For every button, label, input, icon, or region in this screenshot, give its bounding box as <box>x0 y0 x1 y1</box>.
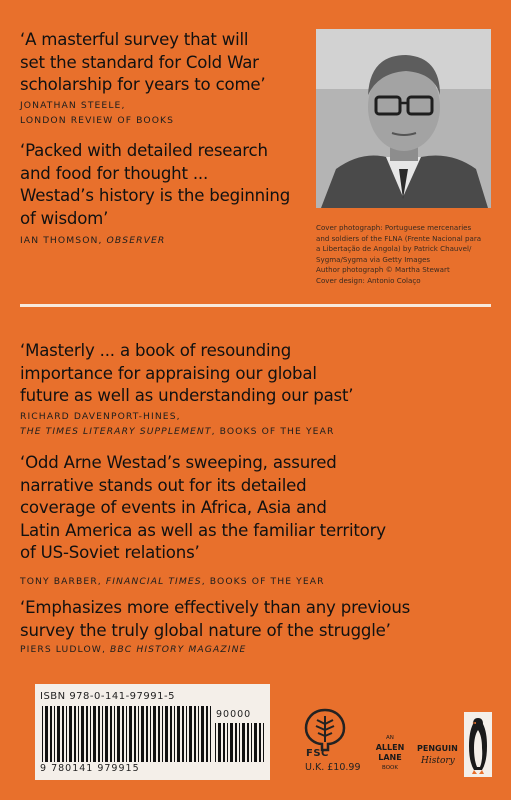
price: U.K. £10.99 <box>305 762 361 773</box>
quote-line: importance for appraising our global <box>20 363 317 383</box>
barcode-bar <box>122 706 124 762</box>
quote-5-attribution <box>20 642 246 657</box>
barcode-bar <box>189 706 192 762</box>
barcode-bar <box>78 706 79 762</box>
divider <box>20 304 491 307</box>
attribution-line: JONATHAN STEELE, <box>20 100 126 111</box>
barcode-bar <box>251 723 252 762</box>
barcode-bar <box>126 706 127 762</box>
barcode-bar <box>150 706 151 762</box>
quote-line: Westad’s history is the beginning <box>20 186 291 205</box>
barcode-bar <box>81 706 84 762</box>
barcode-number: 9 780141 979915 <box>40 763 140 774</box>
barcode-bar <box>215 723 216 762</box>
barcode-bar <box>102 706 103 762</box>
barcode-bar <box>247 723 249 762</box>
barcode-bar <box>54 706 55 762</box>
quote-line: of wisdom’ <box>20 208 109 228</box>
barcode-bar <box>90 706 91 762</box>
attribution-source: THE TIMES LITERARY SUPPLEMENT <box>20 426 212 437</box>
fsc-label: FSC <box>306 748 329 759</box>
cover-credits <box>316 223 496 286</box>
barcode-icon <box>42 706 212 762</box>
barcode-bar <box>162 706 163 762</box>
barcode-bar <box>223 723 225 762</box>
quote-5 <box>20 597 410 642</box>
barcode-bar <box>254 723 257 762</box>
quote-line: set the standard for Cold War <box>20 52 259 72</box>
quote-line: ‘Packed with detailed research <box>20 141 268 160</box>
quote-line: ‘Emphasizes more effectively than any previous <box>20 598 411 617</box>
isbn-text: ISBN 978-0-141-97991-5 <box>40 691 175 702</box>
barcode-bar <box>210 706 211 762</box>
allen-lane-book: BOOK <box>382 765 398 771</box>
attribution-line: LONDON REVIEW OF BOOKS <box>20 115 175 126</box>
barcode-bar <box>45 706 48 762</box>
barcode-bar <box>235 723 237 762</box>
quote-4-attribution <box>20 574 325 589</box>
barcode-bar <box>177 706 180 762</box>
allen-lane-lane: LANE <box>378 753 402 762</box>
attribution-source: FINANCIAL TIMES <box>105 576 202 587</box>
barcode-bar <box>218 723 221 762</box>
penguin-logo-icon <box>464 712 492 777</box>
quote-line: Latin America as well as the familiar territory <box>20 520 386 540</box>
barcode-bar <box>230 723 233 762</box>
attribution-name: PIERS LUDLOW, <box>20 644 110 655</box>
allen-lane-allen: ALLEN <box>375 743 405 752</box>
barcode-bar <box>134 706 136 762</box>
attribution-line: RICHARD DAVENPORT-HINES, <box>20 411 181 422</box>
attribution-source: BBC HISTORY MAGAZINE <box>110 644 247 655</box>
credit-line: and soldiers of the FLNA (Frente Nacional para <box>316 233 482 243</box>
allen-lane-logo <box>372 733 408 773</box>
attribution-name: IAN THOMSON, <box>20 235 107 246</box>
barcode-bar <box>259 723 261 762</box>
barcode-bar <box>174 706 175 762</box>
barcode-addon-icon <box>215 723 265 762</box>
barcode-bar <box>42 706 43 762</box>
credit-line: Sygma/Sygma via Getty Images <box>316 254 431 264</box>
barcode-bar <box>98 706 100 762</box>
quote-4 <box>20 452 386 565</box>
attribution-source: OBSERVER <box>106 235 166 246</box>
barcode-bar <box>86 706 88 762</box>
barcode-bar <box>141 706 144 762</box>
barcode-bar <box>170 706 172 762</box>
attribution-suffix: , BOOKS OF THE YEAR <box>201 576 325 587</box>
attribution-line <box>20 424 334 439</box>
barcode-bar <box>182 706 184 762</box>
barcode-bar <box>165 706 168 762</box>
barcode-bar <box>186 706 187 762</box>
barcode-bar <box>110 706 112 762</box>
quote-line: and food for thought ... <box>20 163 209 183</box>
barcode-bar <box>74 706 76 762</box>
barcode-bar <box>114 706 115 762</box>
penguin-text: PENGUIN <box>417 744 458 753</box>
allen-lane-an: AN <box>386 735 394 741</box>
quote-line: future as well as understanding our past’ <box>20 386 354 405</box>
quote-2-attribution <box>20 233 165 248</box>
barcode-bar <box>93 706 96 762</box>
barcode-bar <box>105 706 108 762</box>
author-photo <box>316 29 491 208</box>
barcode-bar <box>206 706 208 762</box>
quote-3 <box>20 340 353 408</box>
barcode-bar <box>242 723 245 762</box>
quote-1 <box>20 29 266 97</box>
barcode-bar <box>153 706 156 762</box>
barcode-bar <box>201 706 204 762</box>
quote-line: ‘Odd Arne Westad’s sweeping, assured <box>20 453 337 472</box>
barcode-bar <box>146 706 148 762</box>
quote-line: scholarship for years to come’ <box>20 75 266 94</box>
barcode-bar <box>263 723 264 762</box>
quote-line: ‘A masterful survey that will <box>20 30 249 49</box>
attribution-suffix: , BOOKS OF THE YEAR <box>211 426 335 437</box>
barcode-bar <box>227 723 228 762</box>
quote-line: coverage of events in Africa, Asia and <box>20 498 327 517</box>
barcode-bar <box>158 706 160 762</box>
quote-2 <box>20 140 290 230</box>
credit-line: Author photograph © Martha Stewart <box>316 265 450 274</box>
quote-line: narrative stands out for its detailed <box>20 475 307 495</box>
quote-line: survey the truly global nature of the struggle’ <box>20 620 391 640</box>
barcode-bar <box>239 723 240 762</box>
quote-line: of US-Soviet relations’ <box>20 543 200 562</box>
history-text: History <box>421 756 455 766</box>
quote-1-attribution <box>20 98 174 128</box>
quote-line: ‘Masterly ... a book of resounding <box>20 341 292 360</box>
barcode-bar <box>129 706 132 762</box>
barcode-bar <box>50 706 52 762</box>
credit-line: Cover design: Antonio Colaço <box>316 275 421 285</box>
barcode-bar <box>194 706 196 762</box>
credit-line: Cover photograph: Portuguese mercenaries <box>316 223 472 232</box>
barcode-bar <box>138 706 139 762</box>
barcode-bar <box>69 706 72 762</box>
barcode-bar <box>66 706 67 762</box>
barcode-bar <box>198 706 199 762</box>
barcode-bar <box>62 706 64 762</box>
barcode-bar <box>117 706 120 762</box>
quote-3-attribution <box>20 409 334 439</box>
credit-line: a Libertação de Angola) by Patrick Chauvel/ <box>316 244 472 253</box>
barcode-bar <box>57 706 60 762</box>
attribution-name: TONY BARBER, <box>20 576 106 587</box>
barcode-addon-number: 90000 <box>216 709 252 720</box>
author-portrait-image <box>316 29 491 208</box>
